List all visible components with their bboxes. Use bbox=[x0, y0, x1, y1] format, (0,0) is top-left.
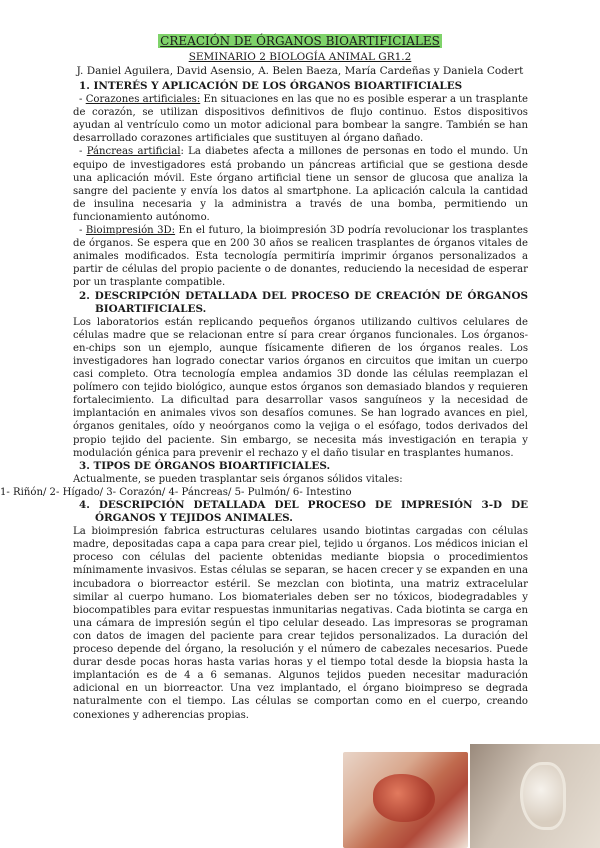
section-1-heading: 1. INTERÉS Y APLICACIÓN DE LOS ÓRGANOS BIOARTIFICIALES bbox=[79, 80, 463, 92]
section-3-intro: Actualmente, se pueden trasplantar seis órganos sólidos vitales: bbox=[73, 473, 403, 485]
bioimpresion-label: Bioimpresión 3D: bbox=[85, 225, 176, 237]
corazones-label: Corazones artificiales: bbox=[85, 94, 201, 106]
corazones-paragraph: - Corazones artificiales: En situaciones en las que no es posible esperar a un trasplante de corazón, se utilizan dispositivos definitivos de flujo continuo. Estos dispositivos ayudan al ventrículo como un motor adicional para bombear la sangre. También se han desarrollado corazones artificiales que sustituyen al órgano dañado. bbox=[73, 94, 528, 145]
bioprinted-ear-image bbox=[470, 744, 600, 848]
section-3-heading: 3. TIPOS DE ÓRGANOS BIOARTIFICIALES. bbox=[79, 459, 331, 472]
authors-line: J. Daniel Aguilera, David Asensio, A. Belen Baeza, María Cardeñas y Daniela Codert bbox=[76, 65, 524, 77]
section-2-text: Los laboratorios están replicando pequeños órganos utilizando cultivos celulares de células madre que se relacionan entre sí para crear órganos funcionales. Los órganos-en-chips son un ejemplo, aunque físicamente difieren de los órganos reales. Los investigadores han logrado conectar varios órganos en circuitos que imitan un cuerpo casi completo. Otra tecnología emplea andamios 3D donde las células reemplazan el polímero con tejido biológico, aunque estos órganos son demasiado blandos y requieren fortalecimiento. La dificultad para desarrollar vasos sanguíneos y la necesidad de implantación en animales vivos son desafíos comunes. Se han logrado avances en piel, órganos genitales, oído y neoórganos como la vejiga o el esófago, todos derivados del propio tejido del paciente. Sin embargo, se necesita más investigación en terapia y modulación génica para prevenir el rechazo y el daño tisular en trasplantes humanos. bbox=[73, 316, 528, 459]
document-body bbox=[0, 80, 529, 722]
corazones-text: En situaciones en las que no es posible esperar a un trasplante de corazón, se utilizan dispositivos definitivos de flujo continuo. Estos dispositivos ayudan al ventrículo como un motor adicional para bombear la sangre. También se han desarrollado corazones artificiales que sustituyen al órgano dañado. bbox=[73, 94, 528, 145]
bioprinted-heart-image bbox=[343, 752, 468, 848]
pancreas-paragraph: - Páncreas artificial: La diabetes afecta a millones de personas en todo el mundo. Un equipo de investigadores está probando un páncreas artificial que se gestiona desde una aplicación móvil. Este órgano artificial tiene un sensor de glucosa que analiza la sangre del paciente y envía los datos al smartphone. La aplicación calcula la cantidad de insulina necesaria y la administra a través de una bomba, permitiendo un funcionamiento autónomo. bbox=[73, 146, 528, 223]
pancreas-label: Páncreas artificial bbox=[86, 146, 181, 158]
heart-shape bbox=[373, 774, 435, 822]
seminar-subtitle: SEMINARIO 2 BIOLOGÍA ANIMAL GR1.2 bbox=[188, 51, 412, 63]
pancreas-text: : La diabetes afecta a millones de personas en todo el mundo. Un equipo de investigadores está probando un páncreas artificial que se gestiona desde una aplicación móvil. Este órgano artificial tiene un sensor de glucosa que analiza la sangre del paciente y envía los datos al smartphone. La aplicación calcula la cantidad de insulina necesaria y la administra a través de una bomba, permitiendo un funcionamiento autónomo. bbox=[73, 146, 528, 223]
section-4-text: La bioimpresión fabrica estructuras celulares usando biotintas cargadas con células madre, depositadas capa a capa para crear piel, tejido u órganos. Los médicos inician el proceso con células del paciente obtenidas mediante biopsia o procedimientos mínimamente invasivos. Estas células se separan, se hacen crecer y se expanden en una incubadora o biorreactor estéril. Se mezclan con biotinta, una matriz extracelular similar al cuerpo humano. Los biomateriales deben ser no tóxicos, biodegradables y biocompatibles para evitar respuestas inmunitarias negativas. Cada biotinta se carga en una cámara de impresión según el tipo celular deseado. Las impresoras se programan con datos de imagen del paciente para crear tejidos personalizados. La duración del proceso depende del órgano, la resolución y el número de cabezales necesarios. Puede durar desde pocas horas hasta varias horas y el tiempo total desde la biopsia hasta la implantación es de 4 a 6 semanas. Algunos tejidos pueden necesitar maduración adicional en un biorreactor. Una vez implantado, el órgano bioimpreso se degrada naturalmente con el tiempo. Las células se comportan como en el cuerpo, creando conexiones y adherencias propias. bbox=[73, 526, 528, 721]
section-2-heading: 2. DESCRIPCIÓN DETALLADA DEL PROCESO DE CREACIÓN DE ÓRGANOS BIOARTIFICIALES. bbox=[79, 289, 528, 315]
bioimpresion-text: En el futuro, la bioimpresión 3D podría revolucionar los trasplantes de órganos. Se espera que en 200 30 años se realicen trasplantes de órganos vitales de animales modificados. Esta tecnología permitiría imprimir órganos personalizados a partir de células del propio paciente o de donantes, reduciendo la necesidad de esperar por un trasplante compatible. bbox=[73, 225, 529, 289]
document-title: CREACIÓN DE ÓRGANOS BIOARTIFICIALES bbox=[160, 34, 440, 48]
organ-list: 1- Riñón/ 2- Hígado/ 3- Corazón/ 4- Páncreas/ 5- Pulmón/ 6- Intestino bbox=[0, 486, 352, 498]
ear-shape bbox=[520, 762, 566, 830]
section-4-heading: 4. DESCRIPCIÓN DETALLADA DEL PROCESO DE IMPRESIÓN 3-D DE ÓRGANOS Y TEJIDOS ANIMALES. bbox=[79, 499, 528, 525]
bioimpresion-paragraph: - Bioimpresión 3D: En el futuro, la bioimpresión 3D podría revolucionar los trasplantes de órganos. Se espera que en 200 30 años se realicen trasplantes de órganos vitales de animales modificados. Esta tecnología permitiría imprimir órganos personalizados a partir de células del propio paciente o de donantes, reduciendo la necesidad de esperar por un trasplante compatible. bbox=[73, 225, 529, 289]
